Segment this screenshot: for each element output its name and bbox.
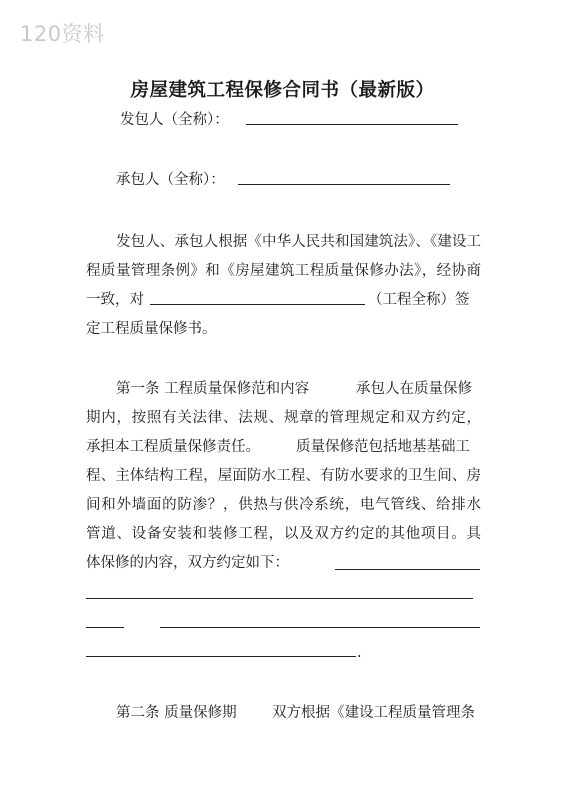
article2-line-1: 双方根据《建设工程质量管理条 xyxy=(272,705,475,721)
article1-line-6: 管道、设备安装和装修工程，以及双方约定的其他项目。具 xyxy=(86,526,481,542)
preamble-line-1: 发包人、承包人根据《中华人民共和国建筑法》、《建设工 xyxy=(116,234,481,250)
content-blank-1 xyxy=(335,569,480,570)
employer-line xyxy=(120,110,229,130)
content-blank-2 xyxy=(86,598,473,599)
article1-heading: 第一条 工程质量保修范和内容 xyxy=(116,381,310,397)
article1-line-4: 程、主体结构工程，屋面防水工程、有防水要求的卫生间、房 xyxy=(86,468,481,484)
preamble-line-3a: 一致，对 xyxy=(86,292,144,308)
project-name-blank xyxy=(150,304,365,305)
article1-line-7: 体保修的内容，双方约定如下： xyxy=(86,555,289,571)
contractor-label: 承包人（全称）： xyxy=(116,172,225,188)
document-title: 房屋建筑工程保修合同书（最新版） xyxy=(130,80,435,101)
article1-line-5: 间和外墙面的防渗？，供热与供冷系统，电气管线、给排水 xyxy=(86,497,481,513)
article1-line-1: 承包人在质量保修 xyxy=(356,381,472,397)
preamble-line-3b: （工程全称）签 xyxy=(368,292,470,308)
article1-line-3b: 质量保修范包括地基基础工 xyxy=(296,439,470,455)
content-blank-4 xyxy=(86,656,356,657)
employer-blank xyxy=(246,124,458,125)
content-end-mark: . xyxy=(357,645,362,661)
contractor-line xyxy=(116,170,225,190)
watermark: 120资料 xyxy=(20,22,105,46)
article1-line-2: 期内，按照有关法律、法规、规章的管理规定和双方约定， xyxy=(86,410,481,426)
content-blank-3a xyxy=(86,627,124,628)
preamble-line-2: 程质量管理条例》和《房屋建筑工程质量保修办法》，经协商 xyxy=(86,263,481,279)
article1-line-3a: 承担本工程质量保修责任。 xyxy=(86,439,260,455)
article2-heading: 第二条 质量保修期 xyxy=(116,705,237,721)
preamble-line-4: 定工程质量保修书。 xyxy=(86,321,217,337)
content-blank-3b xyxy=(160,627,480,628)
contractor-blank xyxy=(238,184,450,185)
employer-label: 发包人（全称）： xyxy=(120,112,229,128)
